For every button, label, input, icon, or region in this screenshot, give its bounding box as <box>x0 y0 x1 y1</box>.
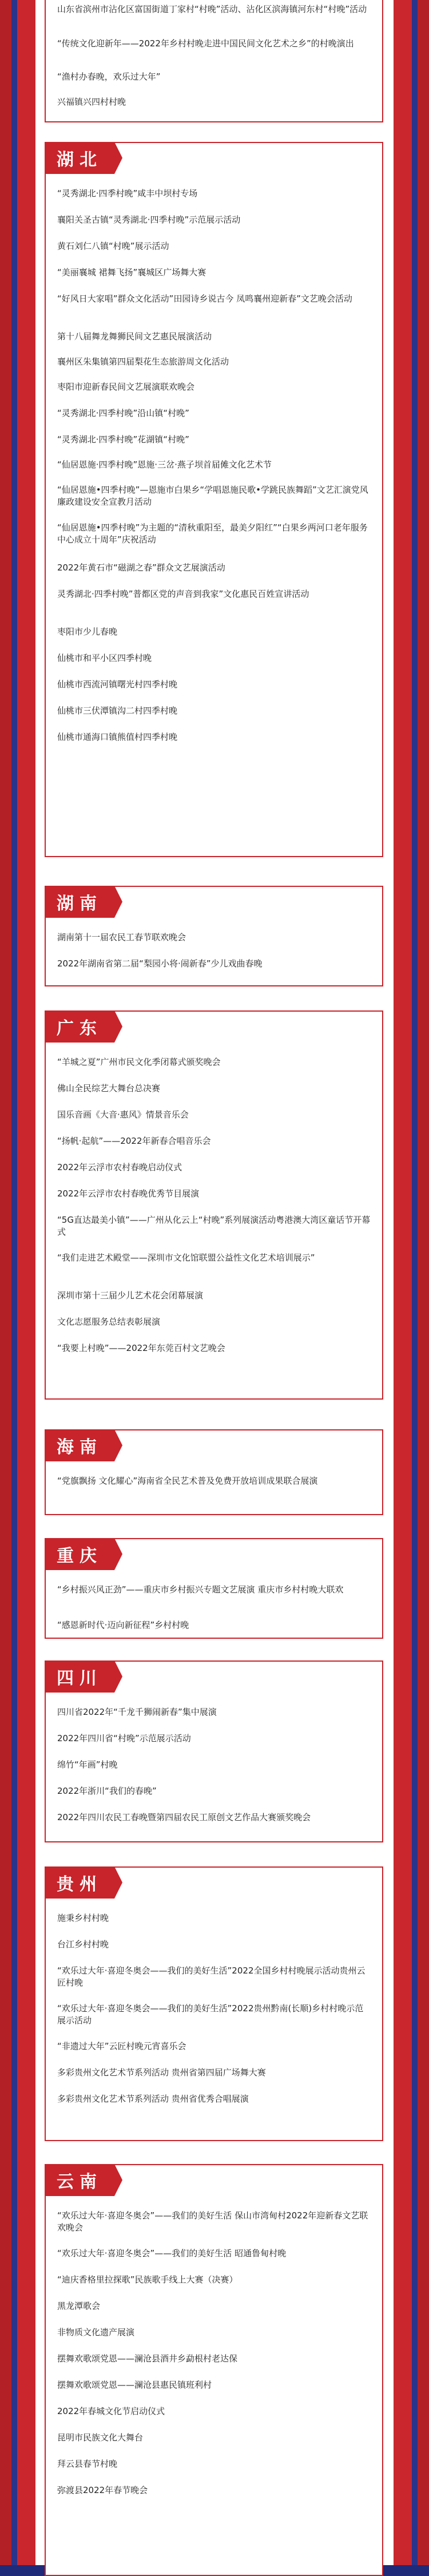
list-item: 2022年四川农民工春晚暨第四届农民工原创文艺作品大赛颁奖晚会 <box>57 1812 311 1822</box>
region-tag: 海南 <box>45 1429 114 1461</box>
list-item: “灵秀湖北·四季村晚”沿山镇“村晚” <box>57 408 189 418</box>
section-chongqing <box>45 1538 383 1639</box>
list-item: 深圳市第十三届少儿艺术花会闭幕展演 <box>57 1290 204 1301</box>
list-item: “羊城之夏”广州市民文化季闭幕式颁奖晚会 <box>57 1057 221 1067</box>
list-item: “灵秀湖北·四季村晚”花湖镇“村晚” <box>57 434 189 445</box>
list-item: “欢乐过大年·喜迎冬奥会”——我们的美好生活 保山市湾甸村2022年迎新春文艺联欢晚会 <box>57 2210 368 2233</box>
list-item: 非物质文化遗产展演 <box>57 2327 135 2337</box>
list-item: 枣阳市迎新春民间文艺展演联欢晚会 <box>57 382 195 392</box>
region-tag: 四川 <box>45 1660 114 1693</box>
list-item: “乡村振兴风正劲”——重庆市乡村振兴专题文艺展演 重庆市乡村村晚大联欢 <box>57 1584 344 1595</box>
list-item: “好风日大家唱”群众文化活动”田园诗乡说古今 凤鸣襄州迎新春”文艺晚会活动 <box>57 294 352 304</box>
list-item: 拜云县春节村晚 <box>57 2459 118 2469</box>
list-item: “欢乐过大年·喜迎冬奥会——我们的美好生活”2022贵州黔南(长顺)乡村村晚示范展示活动 <box>57 2003 364 2026</box>
section-hubei <box>45 142 383 857</box>
list-item: “我要上村晚”——2022年东莞百村文艺晚会 <box>57 1343 225 1353</box>
list-item: “仙居恩施•四季村晚”为主题的“清秋重阳至，最美夕阳红”“白果乡两河口老年服务中心成立十周年”庆祝活动 <box>57 522 368 545</box>
region-tag: 贵州 <box>45 1866 114 1899</box>
list-item: 台江乡村村晚 <box>57 1939 109 1949</box>
section-top <box>45 0 383 122</box>
list-item: 绵竹“年画”村晚 <box>57 1759 118 1770</box>
list-item: 枣阳市少儿春晚 <box>57 627 118 637</box>
region-tag: 广东 <box>45 1010 114 1043</box>
list-item: 灵秀湖北·四季村晚”普都区党的声音到我家”文化惠民百姓宣讲活动 <box>57 589 309 599</box>
list-item: 2022年春城文化节启动仪式 <box>57 2406 165 2416</box>
list-item: 仙桃市通海口镇熊值村四季村晚 <box>57 732 178 742</box>
list-item: “传统文化迎新年——2022年乡村村晚走进中国民间文化艺术之乡”的村晚演出 <box>57 38 354 49</box>
list-item: 2022年云浮市农村春晚启动仪式 <box>57 1162 182 1172</box>
list-item: 多彩贵州文化艺术节系列活动 贵州省第四届广场舞大赛 <box>57 2067 266 2078</box>
list-item: “仙居恩施•四季村晚”—恩施市白果乡“学唱恩施民歌•学跳民族舞蹈”文艺汇演党风廉政建设安全宣教月活动 <box>57 485 368 507</box>
list-item: 仙桃市三伏潭镇沟二村四季村晚 <box>57 706 178 716</box>
list-item: 山东省滨州市沾化区富国街道丁家村“村晚”活动、沾化区滨海镇河东村“村晚”活动 <box>57 4 367 14</box>
list-item: 2022年湖南省第二届“梨园小将·闹新春”少儿戏曲春晚 <box>57 958 263 969</box>
section-sichuan <box>45 1660 383 1842</box>
list-item: “美丽襄城 裙舞飞扬”襄城区广场舞大赛 <box>57 267 206 278</box>
list-item: “灵秀湖北·四季村晚”咸丰中坝村专场 <box>57 188 198 199</box>
list-item: 第十八届舞龙舞狮民间文艺惠民展演活动 <box>57 331 212 342</box>
list-item: “非遗过大年”云匠村晚元宵喜乐会 <box>57 2041 186 2051</box>
list-item: “5G直达最美小镇”——广州从化云上“村晚”系列展演活动粤港澳大湾区童话节开幕式 <box>57 1215 371 1237</box>
list-item: 佛山全民综艺大舞台总决赛 <box>57 1083 161 1093</box>
list-item: 2022年四川省“村晚”示范展示活动 <box>57 1733 191 1743</box>
list-item: 文化志愿服务总结表彰展演 <box>57 1317 161 1327</box>
list-item: 仙桃市和平小区四季村晚 <box>57 653 152 663</box>
list-item: 摆舞欢歌颂党恩——澜沧县酒井乡勐根村老达保 <box>57 2353 238 2364</box>
list-item: 2022年浙川“我们的春晚” <box>57 1786 157 1796</box>
list-item: 湖南第十一届农民工春节联欢晚会 <box>57 932 186 942</box>
list-item: 黑龙潭歌会 <box>57 2301 101 2311</box>
list-item: “欢乐过大年·喜迎冬奥会”——我们的美好生活 昭通鲁甸村晚 <box>57 2248 287 2258</box>
list-item: “渔村办春晚，欢乐过大年” <box>57 72 161 82</box>
list-item: 仙桃市西流河镇曙光村四季村晚 <box>57 679 178 689</box>
list-item: 昆明市民族文化大舞台 <box>57 2432 144 2443</box>
list-item: 弥渡县2022年春节晚会 <box>57 2485 148 2495</box>
list-item: “我们走进艺术殿堂——深圳市文化馆联盟公益性文化艺术培训展示” <box>57 1253 315 1263</box>
list-item: 黄石刘仁八镇“村晚”展示活动 <box>57 241 169 251</box>
list-item: 襄阳关圣古镇“灵秀湖北·四季村晚”示范展示活动 <box>57 215 241 225</box>
list-item: 摆舞欢歌颂党恩——澜沧县惠民镇班利村 <box>57 2380 212 2390</box>
list-item: “迪庆香格里拉探歌”民族歌手线上大赛（决赛） <box>57 2274 238 2285</box>
list-item: 四川省2022年“千龙千狮闹新春”集中展演 <box>57 1707 217 1717</box>
list-item: “扬帆·起航”——2022年新春合唱音乐会 <box>57 1136 211 1146</box>
list-item: 襄州区朱集镇第四届梨花生态旅游周文化活动 <box>57 356 229 367</box>
list-item: 施秉乡村村晚 <box>57 1913 109 1923</box>
list-item: 2022年云浮市农村春晚优秀节目展演 <box>57 1188 200 1199</box>
section-guangdong <box>45 1010 383 1400</box>
list-item: “仙居恩施·四季村晚”恩施·三岔·燕子坝首届傩文化艺术节 <box>57 459 272 470</box>
section-guizhou <box>45 1866 383 2141</box>
list-item: 兴福镇兴四村村晚 <box>57 97 126 107</box>
list-item: “感恩新时代·迈向新征程”乡村村晚 <box>57 1620 189 1630</box>
list-item: “党旗飘扬 文化耀心”海南省全民艺术普及免费开放培训成果联合展演 <box>57 1476 318 1486</box>
section-hunan <box>45 886 383 986</box>
region-tag: 湖南 <box>45 886 114 918</box>
region-tag: 重庆 <box>45 1538 114 1570</box>
section-yunnan <box>45 2164 383 2576</box>
list-item: 2022年黄石市“磁湖之春”群众文艺展演活动 <box>57 562 225 573</box>
list-item: “欢乐过大年·喜迎冬奥会——我们的美好生活”2022全国乡村村晚展示活动贵州云匠村晚 <box>57 1965 366 1988</box>
region-tag: 云南 <box>45 2164 114 2196</box>
list-item: 国乐音画《大音·惠风》情景音乐会 <box>57 1109 189 1120</box>
content-column <box>35 0 394 2565</box>
section-hainan <box>45 1429 383 1515</box>
list-item: 多彩贵州文化艺术节系列活动 贵州省优秀合唱展演 <box>57 2094 249 2104</box>
region-tag: 湖北 <box>45 142 114 174</box>
